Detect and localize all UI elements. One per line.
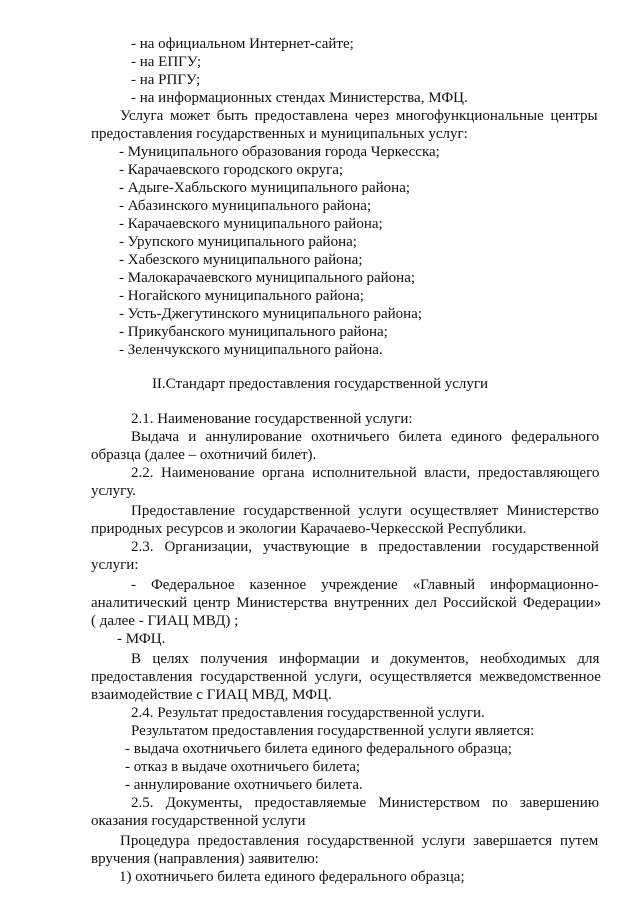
list-item: - Ногайского муниципального района; [119,288,364,304]
paragraph-line: Процедура предоставления государственной услуги завершается путем [120,833,599,849]
paragraph-line: взаимодействие с ГИАЦ МВД, МФЦ. [91,687,332,703]
paragraph-line: образца (далее – охотничий билет). [91,447,317,463]
list-item: - на РПГУ; [131,72,201,88]
paragraph-line: ( далее - ГИАЦ МВД) ; [91,613,239,629]
list-item: - Урупского муниципального района; [119,234,357,250]
list-item: - отказ в выдаче охотничьего билета; [125,759,361,775]
paragraph-line: природных ресурсов и экологии Карачаево-Черкесской Республики. [91,521,527,537]
paragraph-line: Результатом предоставления государственной услуги является: [131,723,535,739]
text: Услуга может быть предоставлена через многофункциональные центры [120,108,598,124]
list-item: - на ЕПГУ; [131,54,202,70]
list-item: - Усть-Джегутинского муниципального района; [119,306,422,322]
list-item: 1) охотничьего билета единого федерального образца; [119,869,465,885]
list-item: - на информационных стендах Министерства, МФЦ. [131,90,468,106]
subsection-title: 2.2. Наименование органа исполнительной власти, предоставляющего [131,465,600,481]
paragraph-line: предоставления государственной услуги, осуществляется межведомственное [91,669,601,685]
list-item: - Карачаевского муниципального района; [119,216,383,232]
paragraph-line: оказания государственной услуги [91,813,306,829]
section-heading: II.Стандарт предоставления государственной услуги [151,376,489,392]
list-item: - Прикубанского муниципального района; [119,324,388,340]
list-item: - Зеленчукского муниципального района. [119,342,383,358]
paragraph-line: вручения (направления) заявителю: [91,851,319,867]
subsection-title: 2.5. Документы, предоставляемые Министерством по завершению [131,795,600,811]
list-item: - Муниципального образования города Черкесска; [119,144,440,160]
paragraph-line [120,107,598,125]
subsection-title: 2.3. Организации, участвующие в предоставлении государственной [131,539,599,555]
paragraph-line: услуги: [91,557,139,573]
list-item: - Хабезского муниципального района; [119,252,363,268]
list-item: - Абазинского муниципального района; [119,198,372,214]
list-item: - Малокарачаевского муниципального района; [119,270,416,286]
list-item: - МФЦ. [117,631,166,647]
paragraph-line: услугу. [91,483,137,499]
list-item: - Карачаевского городского округа; [119,162,344,178]
paragraph-line: аналитический центр Министерства внутренних дел Российской Федерации» [91,595,602,611]
list-item: - аннулирование охотничьего билета. [125,777,363,793]
paragraph-line: Предоставление государственной услуги осуществляет Министерство [131,503,599,519]
paragraph-line: В целях получения информации и документов, необходимых для [131,651,600,667]
subsection-title: 2.4. Результат предоставления государственной услуги. [131,705,485,721]
subsection-title: 2.1. Наименование государственной услуги: [131,411,413,427]
paragraph-line: - Федеральное казенное учреждение «Главный информационно- [131,577,599,593]
list-item: - на официальном Интернет-сайте; [131,36,354,52]
list-item: - выдача охотничьего билета единого федерального образца; [125,741,512,757]
list-item: - Адыге-Хабльского муниципального района; [119,180,411,196]
paragraph-line: предоставления государственных и муниципальных услуг: [91,126,468,142]
paragraph-line: Выдача и аннулирование охотничьего билета единого федерального [131,429,600,445]
